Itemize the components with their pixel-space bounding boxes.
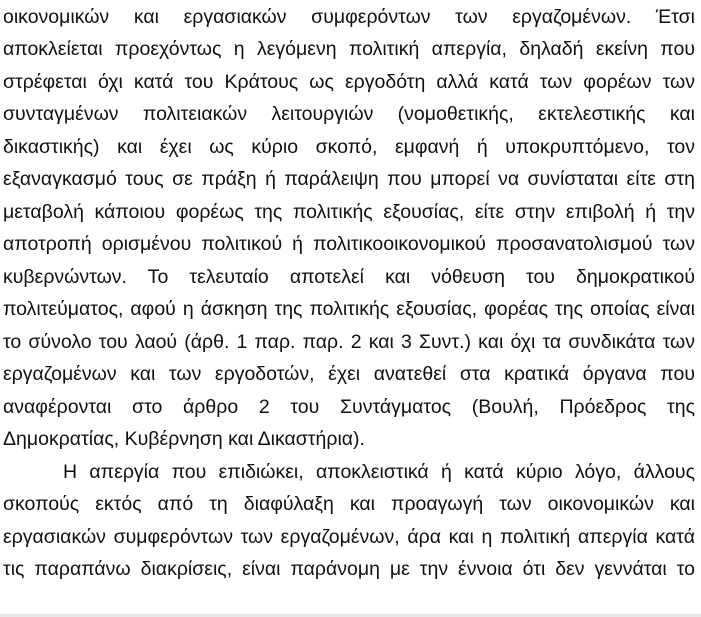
text-line: αποτροπή ορισμένου πολιτικού ή πολιτικοοικονομικού προσανατολισμού των: [3, 233, 695, 255]
text-line: στρέφεται όχι κατά του Κράτους ως εργοδότη αλλά κατά των φορέων των: [3, 71, 695, 93]
text-line: τις παραπάνω διακρίσεις, είναι παράνομη με την έννοια ότι δεν γεννάται το: [3, 558, 695, 580]
text-line: εργαζομένων και των εργοδοτών, έχει ανατεθεί στα κρατικά όργανα που: [3, 363, 695, 385]
text-line: κυβερνώντων. Το τελευταίο αποτελεί και νόθευση του δημοκρατικού: [3, 266, 695, 288]
text-line: εξαναγκασμό τους σε πράξη ή παράλειψη που μπορεί να συνίσταται είτε στη: [3, 168, 695, 190]
text-line: συνταγμένων πολιτειακών λειτουργιών (νομοθετικής, εκτελεστικής και: [3, 103, 695, 125]
text-line: οικονομικών και εργασιακών συμφερόντων των εργαζομένων. Έτσι: [3, 6, 695, 28]
text-line: Δημοκρατίας, Κυβέρνηση και Δικαστήρια).: [3, 428, 365, 450]
text-line: πολιτεύματος, αφού η άσκηση της πολιτικής εξουσίας, φορέας της οποίας είναι: [3, 298, 695, 320]
text-line: αναφέρονται στο άρθρο 2 του Συντάγματος (Βουλή, Πρόεδρος της: [3, 396, 695, 418]
text-line: αποκλείεται προεχόντως η λεγόμενη πολιτική απεργία, δηλαδή εκείνη που: [3, 38, 695, 60]
text-line: μεταβολή κάποιου φορέως της πολιτικής εξουσίας, είτε στην επιβολή ή την: [3, 201, 695, 223]
text-line: σκοπούς εκτός από τη διαφύλαξη και προαγωγή των οικονομικών και: [3, 493, 695, 515]
text-line: δικαστικής) και έχει ως κύριο σκοπό, εμφανή ή υποκρυπτόμενο, τον: [3, 136, 695, 158]
text-line: εργασιακών συμφερόντων των εργαζομένων, άρα και η πολιτική απεργία κατά: [3, 526, 695, 548]
text-line: το σύνολο του λαού (άρθ. 1 παρ. παρ. 2 και 3 Συντ.) και όχι τα συνδικάτα των: [3, 331, 695, 353]
text-line: Η απεργία που επιδιώκει, αποκλειστικά ή κατά κύριο λόγο, άλλους: [63, 461, 695, 483]
